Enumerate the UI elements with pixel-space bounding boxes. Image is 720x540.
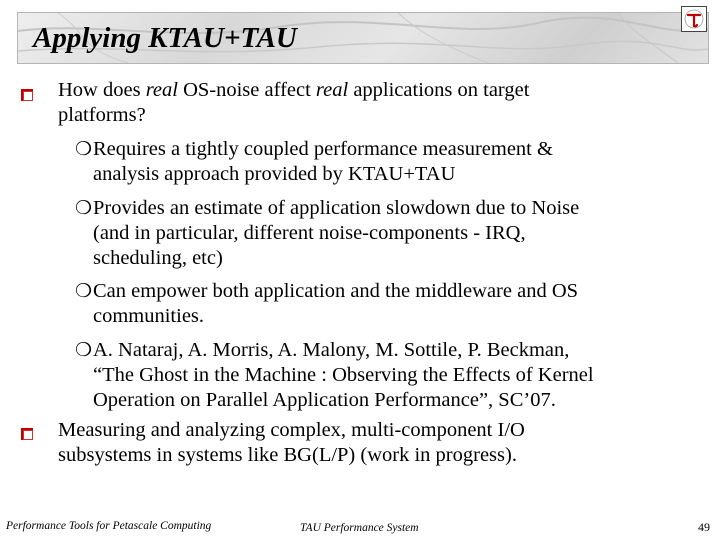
square-bullet-icon	[20, 88, 36, 102]
footer-system-name: TAU Performance System	[300, 522, 419, 534]
sub-bullet-icon: ❍	[75, 281, 93, 302]
bullet-1-line-2: platforms?	[58, 104, 146, 126]
sub-bullet-4-line-3: Operation on Parallel Application Performance”, SC’07.	[93, 389, 556, 411]
footer-course-title: Performance Tools for Petascale Computing	[6, 520, 212, 532]
sub-bullet-2-line-2: (and in particular, different noise-components - IRQ,	[93, 222, 526, 244]
sub-bullet-2-line-3: scheduling, etc)	[93, 247, 223, 269]
bullet-2-line-2: subsystems in systems like BG(L/P) (work in progress).	[58, 444, 517, 466]
sub-bullet-2-line-1: Provides an estimate of application slowdown due to Noise	[93, 197, 580, 219]
sub-bullet-icon: ❍	[75, 198, 93, 219]
sub-bullet-icon: ❍	[75, 139, 93, 160]
sub-bullet-3-line-2: communities.	[93, 305, 205, 327]
title-bar	[17, 12, 709, 64]
sub-bullet-3-line-1: Can empower both application and the middleware and OS	[93, 280, 579, 302]
sub-bullet-1-line-2: analysis approach provided by KTAU+TAU	[93, 163, 456, 185]
tau-logo-icon	[681, 6, 707, 32]
sub-bullet-4-line-1: A. Nataraj, A. Morris, A. Malony, M. Sottile, P. Beckman,	[93, 339, 570, 361]
sub-bullet-icon: ❍	[75, 340, 93, 361]
page-number: 49	[698, 520, 710, 534]
bullet-2-line-1: Measuring and analyzing complex, multi-component I/O	[58, 419, 525, 441]
sub-bullet-4-line-2: “The Ghost in the Machine : Observing the Effects of Kernel	[93, 364, 594, 386]
bullet-1-line-1: How does real OS-noise affect real applications on target	[58, 79, 530, 101]
square-bullet-icon	[20, 427, 36, 441]
slide-title: Applying KTAU+TAU	[33, 22, 297, 54]
sub-bullet-1-line-1: Requires a tightly coupled performance measurement &	[93, 138, 553, 160]
